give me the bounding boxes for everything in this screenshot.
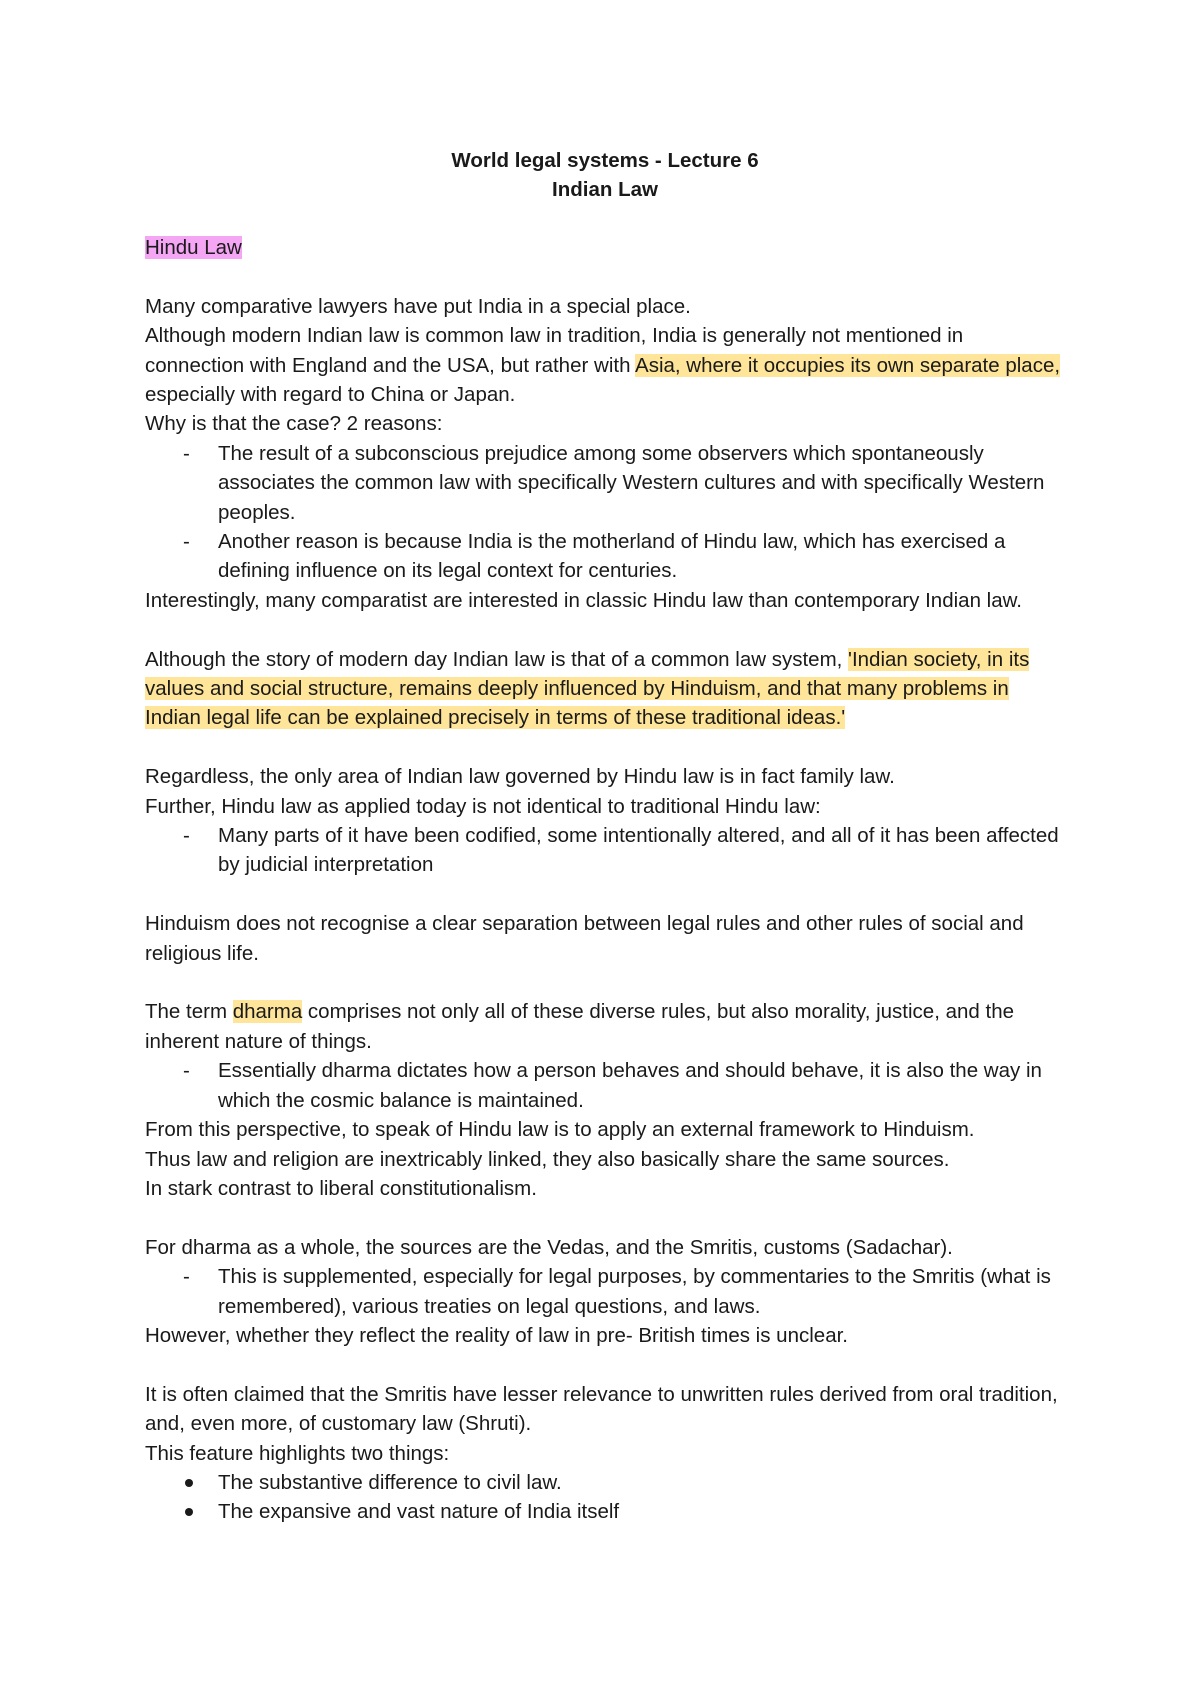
spacer: [145, 968, 1065, 997]
list-item: The expansive and vast nature of India itself: [145, 1497, 1065, 1526]
list-item: - The result of a subconscious prejudice among some observers which spontaneously associates the common law with specifically Western cultures and with specifically Western peoples.: [145, 439, 1065, 527]
story-paragraph: [145, 645, 1065, 733]
codified-list: [145, 821, 1065, 880]
sources-line-2: However, whether they reflect the reality of law in pre- British times is unclear.: [145, 1323, 848, 1347]
spacer: [145, 615, 1065, 644]
intro-line-2-post: especially with regard to China or Japan.: [145, 383, 516, 407]
intro-line-3: Why is that the case? 2 reasons:: [145, 412, 443, 436]
dharma-post: comprises not only all of these diverse rules, but also morality, justice, and the inherent nature of things.: [145, 1000, 1014, 1053]
story-highlight: 'Indian society, in its values and social structure, remains deeply influenced by Hinduism, and that many problems in Indian legal life can be explained precisely in terms of these traditional ideas.': [145, 647, 1030, 730]
intro-line-4: Interestingly, many comparatist are interested in classic Hindu law than contemporary Indian law.: [145, 588, 1022, 612]
dharma-highlight: dharma: [232, 1000, 303, 1024]
story-pre: Although the story of modern day Indian law is that of a common law system,: [145, 647, 849, 671]
dharma-paragraph: [145, 997, 1065, 1056]
document-subtitle: Indian Law: [552, 178, 658, 201]
spacer: [145, 880, 1065, 909]
section-heading-text: Hindu Law: [145, 236, 242, 259]
regardless-line-2: Further, Hindu law as applied today is not identical to traditional Hindu law:: [145, 794, 821, 818]
spacer: [145, 1203, 1065, 1232]
intro-line-1: Many comparative lawyers have put India in a special place.: [145, 294, 691, 318]
dharma-list: [145, 1056, 1065, 1115]
intro-highlight: Asia, where it occupies its own separate place,: [635, 353, 1061, 377]
list-item: - Another reason is because India is the motherland of Hindu law, which has exercised a defining influence on its legal context for centuries.: [145, 527, 1065, 586]
dharma-line-3: Thus law and religion are inextricably linked, they also basically share the same sources.: [145, 1147, 950, 1171]
spacer: [145, 1350, 1065, 1379]
sources-line-1: For dharma as a whole, the sources are the Vedas, and the Smritis, customs (Sadachar).: [145, 1235, 953, 1259]
dharma-line-2: From this perspective, to speak of Hindu law is to apply an external framework to Hinduism.: [145, 1118, 975, 1142]
list-item: The substantive difference to civil law.: [145, 1468, 1065, 1497]
section-heading: [145, 233, 1065, 262]
separation-paragraph: Hinduism does not recognise a clear separation between legal rules and other rules of social and religious life.: [145, 912, 1024, 965]
spacer: [145, 733, 1065, 762]
smritis-line-1: It is often claimed that the Smritis have lesser relevance to unwritten rules derived from oral tradition, and, even more, of customary law (Shruti).: [145, 1382, 1058, 1436]
smritis-list: [145, 1468, 1065, 1527]
dharma-pre: The term: [145, 1000, 233, 1024]
sources-list: [145, 1262, 1065, 1321]
intro-line-2: [145, 321, 1065, 409]
list-item: - This is supplemented, especially for legal purposes, by commentaries to the Smritis (what is remembered), various treaties on legal questions, and laws.: [145, 1262, 1065, 1321]
title-block: [145, 146, 1065, 204]
reasons-list: [145, 439, 1065, 586]
intro-line-2-pre: Although modern Indian law is common law in tradition, India is generally not mentioned in connection with England and the USA, but rather with: [145, 324, 964, 377]
dharma-line-4: In stark contrast to liberal constitutionalism.: [145, 1176, 537, 1200]
document-page: [145, 146, 1065, 1527]
smritis-line-2: This feature highlights two things:: [145, 1441, 450, 1465]
spacer: [145, 262, 1065, 291]
list-item: - Many parts of it have been codified, some intentionally altered, and all of it has been affected by judicial interpretation: [145, 821, 1065, 880]
regardless-line-1: Regardless, the only area of Indian law governed by Hindu law is in fact family law.: [145, 765, 895, 789]
list-item: - Essentially dharma dictates how a person behaves and should behave, it is also the way in which the cosmic balance is maintained.: [145, 1056, 1065, 1115]
document-title: World legal systems - Lecture 6: [451, 149, 759, 172]
